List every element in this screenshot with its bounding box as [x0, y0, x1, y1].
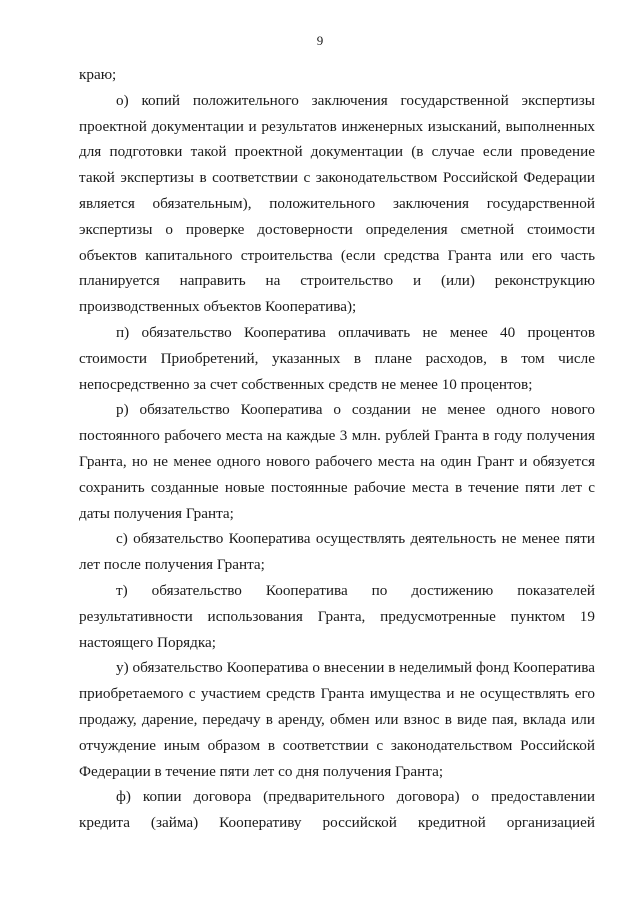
text-line: ф) копии договора (предварительного договора) о предоставлении — [116, 788, 595, 806]
text-line: отчуждение иным образом в соответствии с законодательством Российской — [79, 736, 595, 754]
text-line: является обязательным), положительного заключения государственной — [79, 194, 595, 212]
text-line: с) обязательство Кооператива осуществлять деятельность не менее пяти — [116, 530, 595, 548]
text-line: продажу, дарение, передачу в аренду, обмен или взнос в виде пая, вклада или — [79, 710, 595, 728]
text-line: экспертизы о проверке достоверности определения сметной стоимости — [79, 220, 595, 238]
text-line: о) копий положительного заключения государственной экспертизы — [116, 91, 595, 109]
text-line: сохранить созданные новые постоянные рабочие места в течение пяти лет с — [79, 478, 595, 496]
text-line: Федерации в течение пяти лет со дня получения Гранта; — [79, 762, 444, 780]
text-line: для подготовки такой проектной документации (в случае если проведение — [79, 143, 595, 161]
text-line: лет после получения Гранта; — [79, 556, 265, 574]
text-line: кредита (займа) Кооперативу российской кредитной организацией — [79, 814, 595, 832]
text-line: р) обязательство Кооператива о создании не менее одного нового — [116, 401, 595, 419]
text-line: настоящего Порядка; — [79, 633, 216, 651]
text-line: у) обязательство Кооператива о внесении в неделимый фонд Кооператива — [116, 659, 595, 677]
text-line: даты получения Гранта; — [79, 504, 234, 522]
text-line: такой экспертизы в соответствии с законодательством Российской Федерации — [79, 169, 595, 187]
text-line: краю; — [79, 66, 117, 83]
text-line: Гранта, но не менее одного нового рабочего места на один Грант и обязуется — [79, 452, 595, 470]
text-line: стоимости Приобретений, указанных в плане расходов, в том числе — [79, 349, 595, 367]
text-line: производственных объектов Кооператива); — [79, 298, 357, 316]
text-line: п) обязательство Кооператива оплачивать не менее 40 процентов — [116, 323, 595, 341]
document-body — [79, 62, 595, 836]
text-line: результативности использования Гранта, предусмотренные пунктом 19 — [79, 607, 595, 625]
text-line: приобретаемого с участием средств Гранта имущества и не осуществлять его — [79, 685, 595, 703]
text-line: планируется направить на строительство и (или) реконструкцию — [79, 272, 595, 290]
text-line: проектной документации и результатов инженерных изысканий, выполненных — [79, 117, 595, 135]
text-line: объектов капитального строительства (если средства Гранта или его часть — [79, 246, 595, 264]
page-number: 9 — [316, 33, 324, 48]
text-line: т) обязательство Кооператива по достижению показателей — [116, 581, 595, 599]
text-line: непосредственно за счет собственных средств не менее 10 процентов; — [79, 375, 533, 393]
text-line: постоянного рабочего места на каждые 3 млн. рублей Гранта в году получения — [79, 427, 595, 445]
